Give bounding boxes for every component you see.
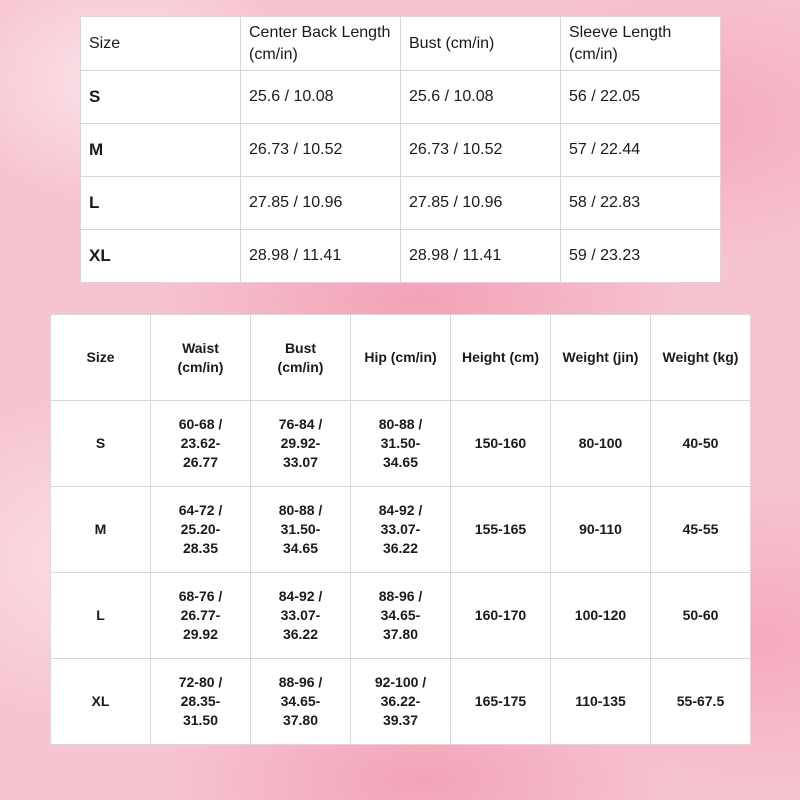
size-chart-body-measurements — [50, 314, 751, 745]
size-cell: XL — [51, 659, 151, 745]
header-cell: Waist (cm/in) — [151, 315, 251, 401]
header-cell: Weight (kg) — [651, 315, 751, 401]
table-cell: 150-160 — [451, 401, 551, 487]
table-cell: 40-50 — [651, 401, 751, 487]
table-cell: 28.98 / 11.41 — [401, 230, 561, 283]
table-cell: 27.85 / 10.96 — [401, 177, 561, 230]
header-cell: Height (cm) — [451, 315, 551, 401]
table-row — [81, 230, 721, 283]
table-cell: 25.6 / 10.08 — [401, 71, 561, 124]
table-cell: 45-55 — [651, 487, 751, 573]
table-cell: 59 / 23.23 — [561, 230, 721, 283]
table-row — [51, 487, 751, 573]
header-cell: Center Back Length (cm/in) — [241, 17, 401, 71]
size-chart-garment-measurements — [80, 16, 721, 283]
table-cell: 27.85 / 10.96 — [241, 177, 401, 230]
header-cell: Bust (cm/in) — [401, 17, 561, 71]
table-header-row — [51, 315, 751, 401]
table-cell: 80-88 / 31.50-34.65 — [251, 487, 351, 573]
table-cell: 28.98 / 11.41 — [241, 230, 401, 283]
size-cell: L — [51, 573, 151, 659]
table-cell: 58 / 22.83 — [561, 177, 721, 230]
table-cell: 165-175 — [451, 659, 551, 745]
table-row — [51, 659, 751, 745]
header-cell: Hip (cm/in) — [351, 315, 451, 401]
table-cell: 57 / 22.44 — [561, 124, 721, 177]
table-row — [81, 124, 721, 177]
table-cell: 68-76 / 26.77-29.92 — [151, 573, 251, 659]
table-header-row — [81, 17, 721, 71]
header-cell: Size — [81, 17, 241, 71]
header-cell: Sleeve Length (cm/in) — [561, 17, 721, 71]
table-row — [81, 177, 721, 230]
table-cell: 160-170 — [451, 573, 551, 659]
table-cell: 26.73 / 10.52 — [401, 124, 561, 177]
table-cell: 26.73 / 10.52 — [241, 124, 401, 177]
size-cell: L — [81, 177, 241, 230]
table-cell: 80-88 / 31.50-34.65 — [351, 401, 451, 487]
header-cell: Weight (jin) — [551, 315, 651, 401]
table-cell: 72-80 / 28.35-31.50 — [151, 659, 251, 745]
table-cell: 84-92 / 33.07-36.22 — [251, 573, 351, 659]
size-cell: S — [81, 71, 241, 124]
table-row — [81, 71, 721, 124]
size-cell: M — [51, 487, 151, 573]
table-cell: 110-135 — [551, 659, 651, 745]
table-cell: 56 / 22.05 — [561, 71, 721, 124]
table-cell: 88-96 / 34.65-37.80 — [351, 573, 451, 659]
table-cell: 80-100 — [551, 401, 651, 487]
header-cell: Bust (cm/in) — [251, 315, 351, 401]
table-cell: 90-110 — [551, 487, 651, 573]
table-cell: 88-96 / 34.65-37.80 — [251, 659, 351, 745]
table-cell: 155-165 — [451, 487, 551, 573]
table-cell: 92-100 / 36.22-39.37 — [351, 659, 451, 745]
size-cell: S — [51, 401, 151, 487]
table-cell: 84-92 / 33.07-36.22 — [351, 487, 451, 573]
table-cell: 100-120 — [551, 573, 651, 659]
table-cell: 25.6 / 10.08 — [241, 71, 401, 124]
table-cell: 76-84 / 29.92-33.07 — [251, 401, 351, 487]
size-cell: XL — [81, 230, 241, 283]
table-cell: 55-67.5 — [651, 659, 751, 745]
table-cell: 50-60 — [651, 573, 751, 659]
header-cell: Size — [51, 315, 151, 401]
table-row — [51, 573, 751, 659]
size-cell: M — [81, 124, 241, 177]
table-cell: 64-72 / 25.20-28.35 — [151, 487, 251, 573]
table-cell: 60-68 / 23.62-26.77 — [151, 401, 251, 487]
table-row — [51, 401, 751, 487]
